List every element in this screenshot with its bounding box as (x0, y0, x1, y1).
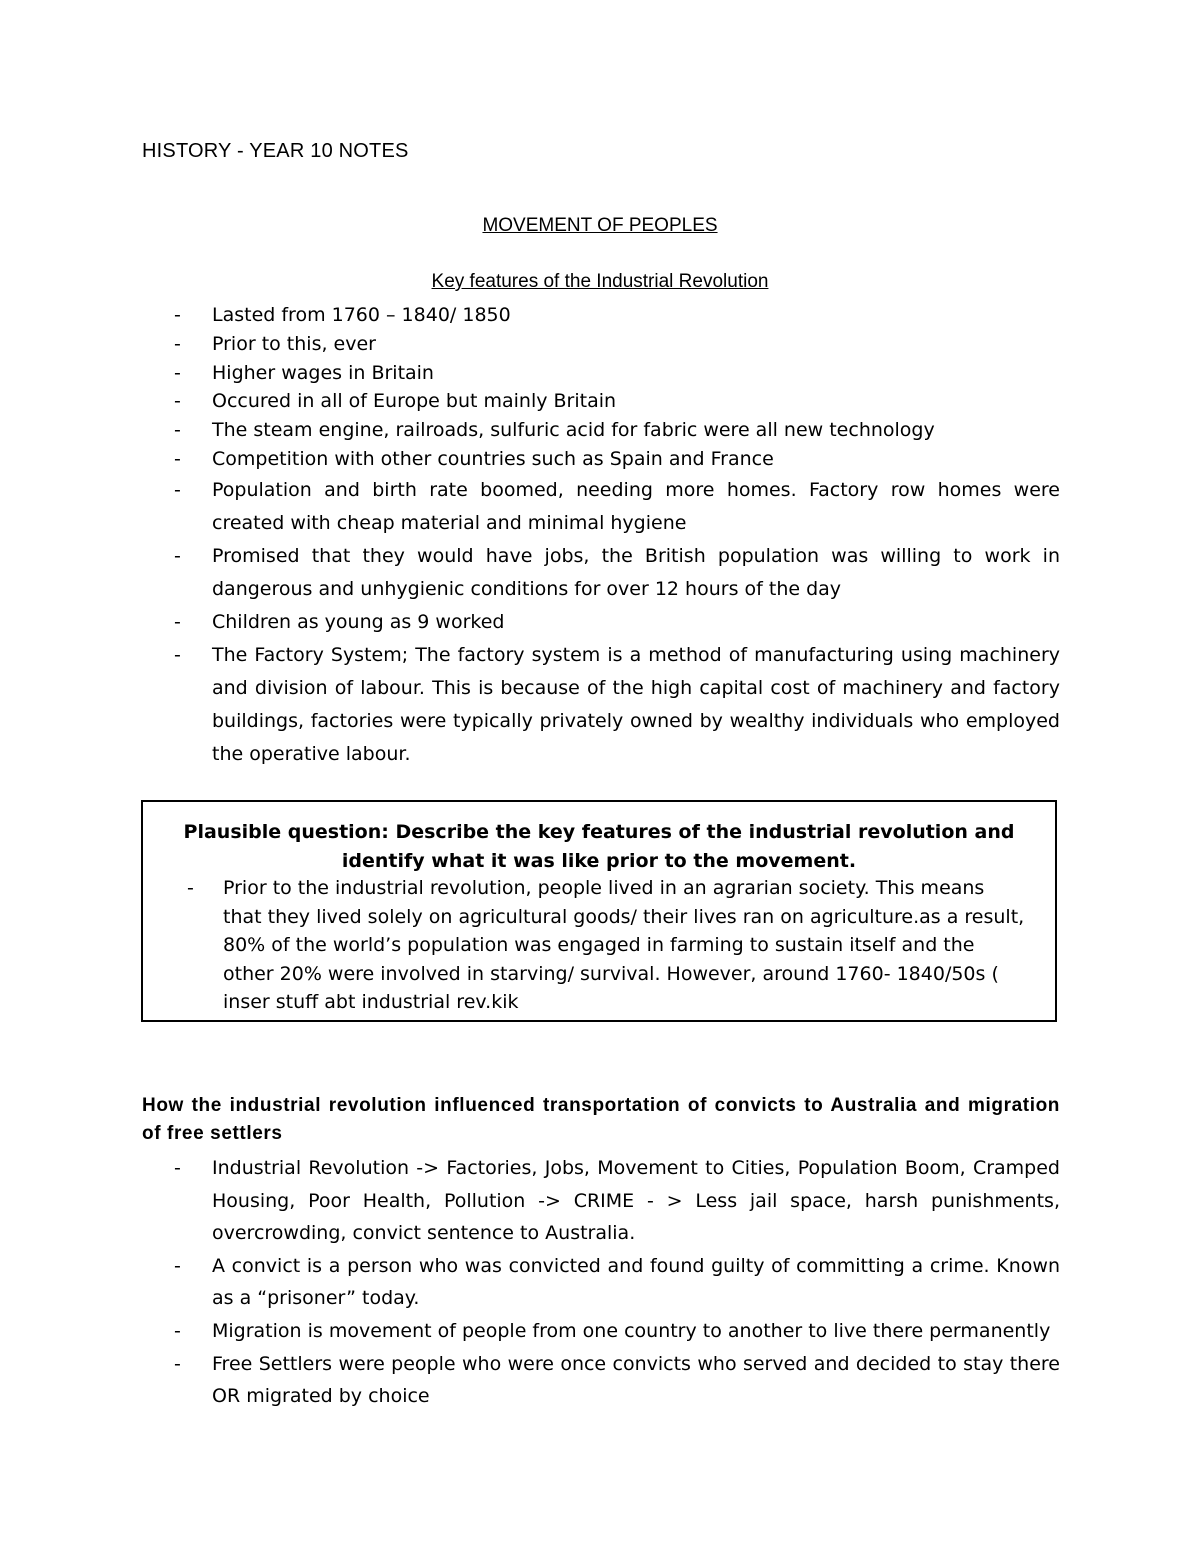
bullet-dash: - (174, 304, 181, 326)
header-text: HISTORY - YEAR 10 NOTES (142, 140, 409, 162)
list-item (142, 301, 1060, 330)
list-item (142, 387, 1060, 416)
bullet-dash: - (174, 1352, 181, 1375)
bullet-dash: - (174, 1319, 181, 1342)
list-item (142, 540, 1060, 606)
list-item-text: Industrial Revolution -> Factories, Jobs, Movement to Cities, Population Boom, Cramped Housing, Poor Health, Pollution -> CRIME - > Less jail space, harsh punishments, overcrowding, convict sentence to Australia. (212, 1157, 1060, 1245)
bullet-dash: - (174, 544, 181, 567)
list-item (142, 606, 1060, 639)
list-item-text: The steam engine, railroads, sulfuric acid for fabric were all new technology (212, 419, 935, 442)
list-item-text: Promised that they would have jobs, the British population was willing to work in dangerous and unhygienic conditions for over 12 hours of the day (212, 544, 1060, 600)
list-item (142, 474, 1060, 540)
list-item-text: Prior to the industrial revolution, people lived in an agrarian society. This means that they lived solely on agricultural goods/ their lives ran on agriculture.as a result, 80% of the world’s population was engaged in farming to sustain itself and the other 20% were involved in starving/ survival. However, around 1760- 1840/50s ( inser stuff abt industrial rev.kik (223, 877, 1025, 1013)
section-heading-convicts: How the industrial revolution influenced transportation of convicts to Australia and migration of free settlers (142, 1095, 1060, 1144)
list-item-text: Migration is movement of people from one country to another to live there permanently (212, 1319, 1051, 1342)
list-item-text: The Factory System; The factory system is a method of manufacturing using machinery and division of labour. This is because of the high capital cost of machinery and factory buildings, factories were typically privately owned by wealthy individuals who employed the operative labour. (212, 643, 1060, 765)
list-item-text: Free Settlers were people who were once convicts who served and decided to stay there OR migrated by choice (212, 1352, 1060, 1408)
list-item (142, 1348, 1060, 1413)
bullet-dash: - (174, 610, 181, 633)
list-item (142, 359, 1060, 388)
bullet-dash: - (174, 643, 181, 666)
bullet-dash: - (174, 1157, 181, 1179)
list-item (142, 639, 1060, 771)
list-item-text: Competition with other countries such as Spain and France (212, 447, 774, 470)
list-item (142, 1152, 1060, 1250)
bullet-dash: - (174, 1254, 181, 1277)
list-item (142, 445, 1060, 474)
list-item (142, 1315, 1060, 1348)
bullet-dash: - (187, 877, 194, 899)
document-title: MOVEMENT OF PEOPLES (482, 215, 718, 236)
bullet-dash: - (174, 332, 181, 355)
bullet-dash: - (174, 361, 181, 384)
bullet-dash: - (174, 390, 181, 413)
convicts-list (142, 1152, 1060, 1413)
plausible-question-box (141, 800, 1057, 1022)
list-item (142, 416, 1060, 445)
question-title: Plausible question: Describe the key features of the industrial revolution and identify what it was like prior to the movement. (183, 821, 1015, 872)
list-item-text: Children as young as 9 worked (212, 610, 505, 633)
list-item-text: A convict is a person who was convicted and found guilty of committing a crime. Known as a “prisoner” today. (212, 1254, 1060, 1310)
question-answer-list (187, 874, 1027, 1017)
bullet-dash: - (174, 419, 181, 442)
list-item-text: Lasted from 1760 – 1840/ 1850 (212, 304, 511, 326)
list-item-text: Prior to this, ever (212, 332, 376, 355)
list-item-text: Higher wages in Britain (212, 361, 434, 384)
list-item (142, 330, 1060, 359)
bullet-dash: - (174, 447, 181, 470)
key-features-list (142, 301, 1060, 771)
section-heading-key-features: Key features of the Industrial Revolution (431, 271, 769, 292)
list-item-text: Occured in all of Europe but mainly Britain (212, 390, 617, 413)
list-item-text: Population and birth rate boomed, needing more homes. Factory row homes were created with cheap material and minimal hygiene (212, 478, 1060, 534)
list-item (142, 1250, 1060, 1315)
bullet-dash: - (174, 478, 181, 501)
list-item (187, 874, 1027, 1017)
